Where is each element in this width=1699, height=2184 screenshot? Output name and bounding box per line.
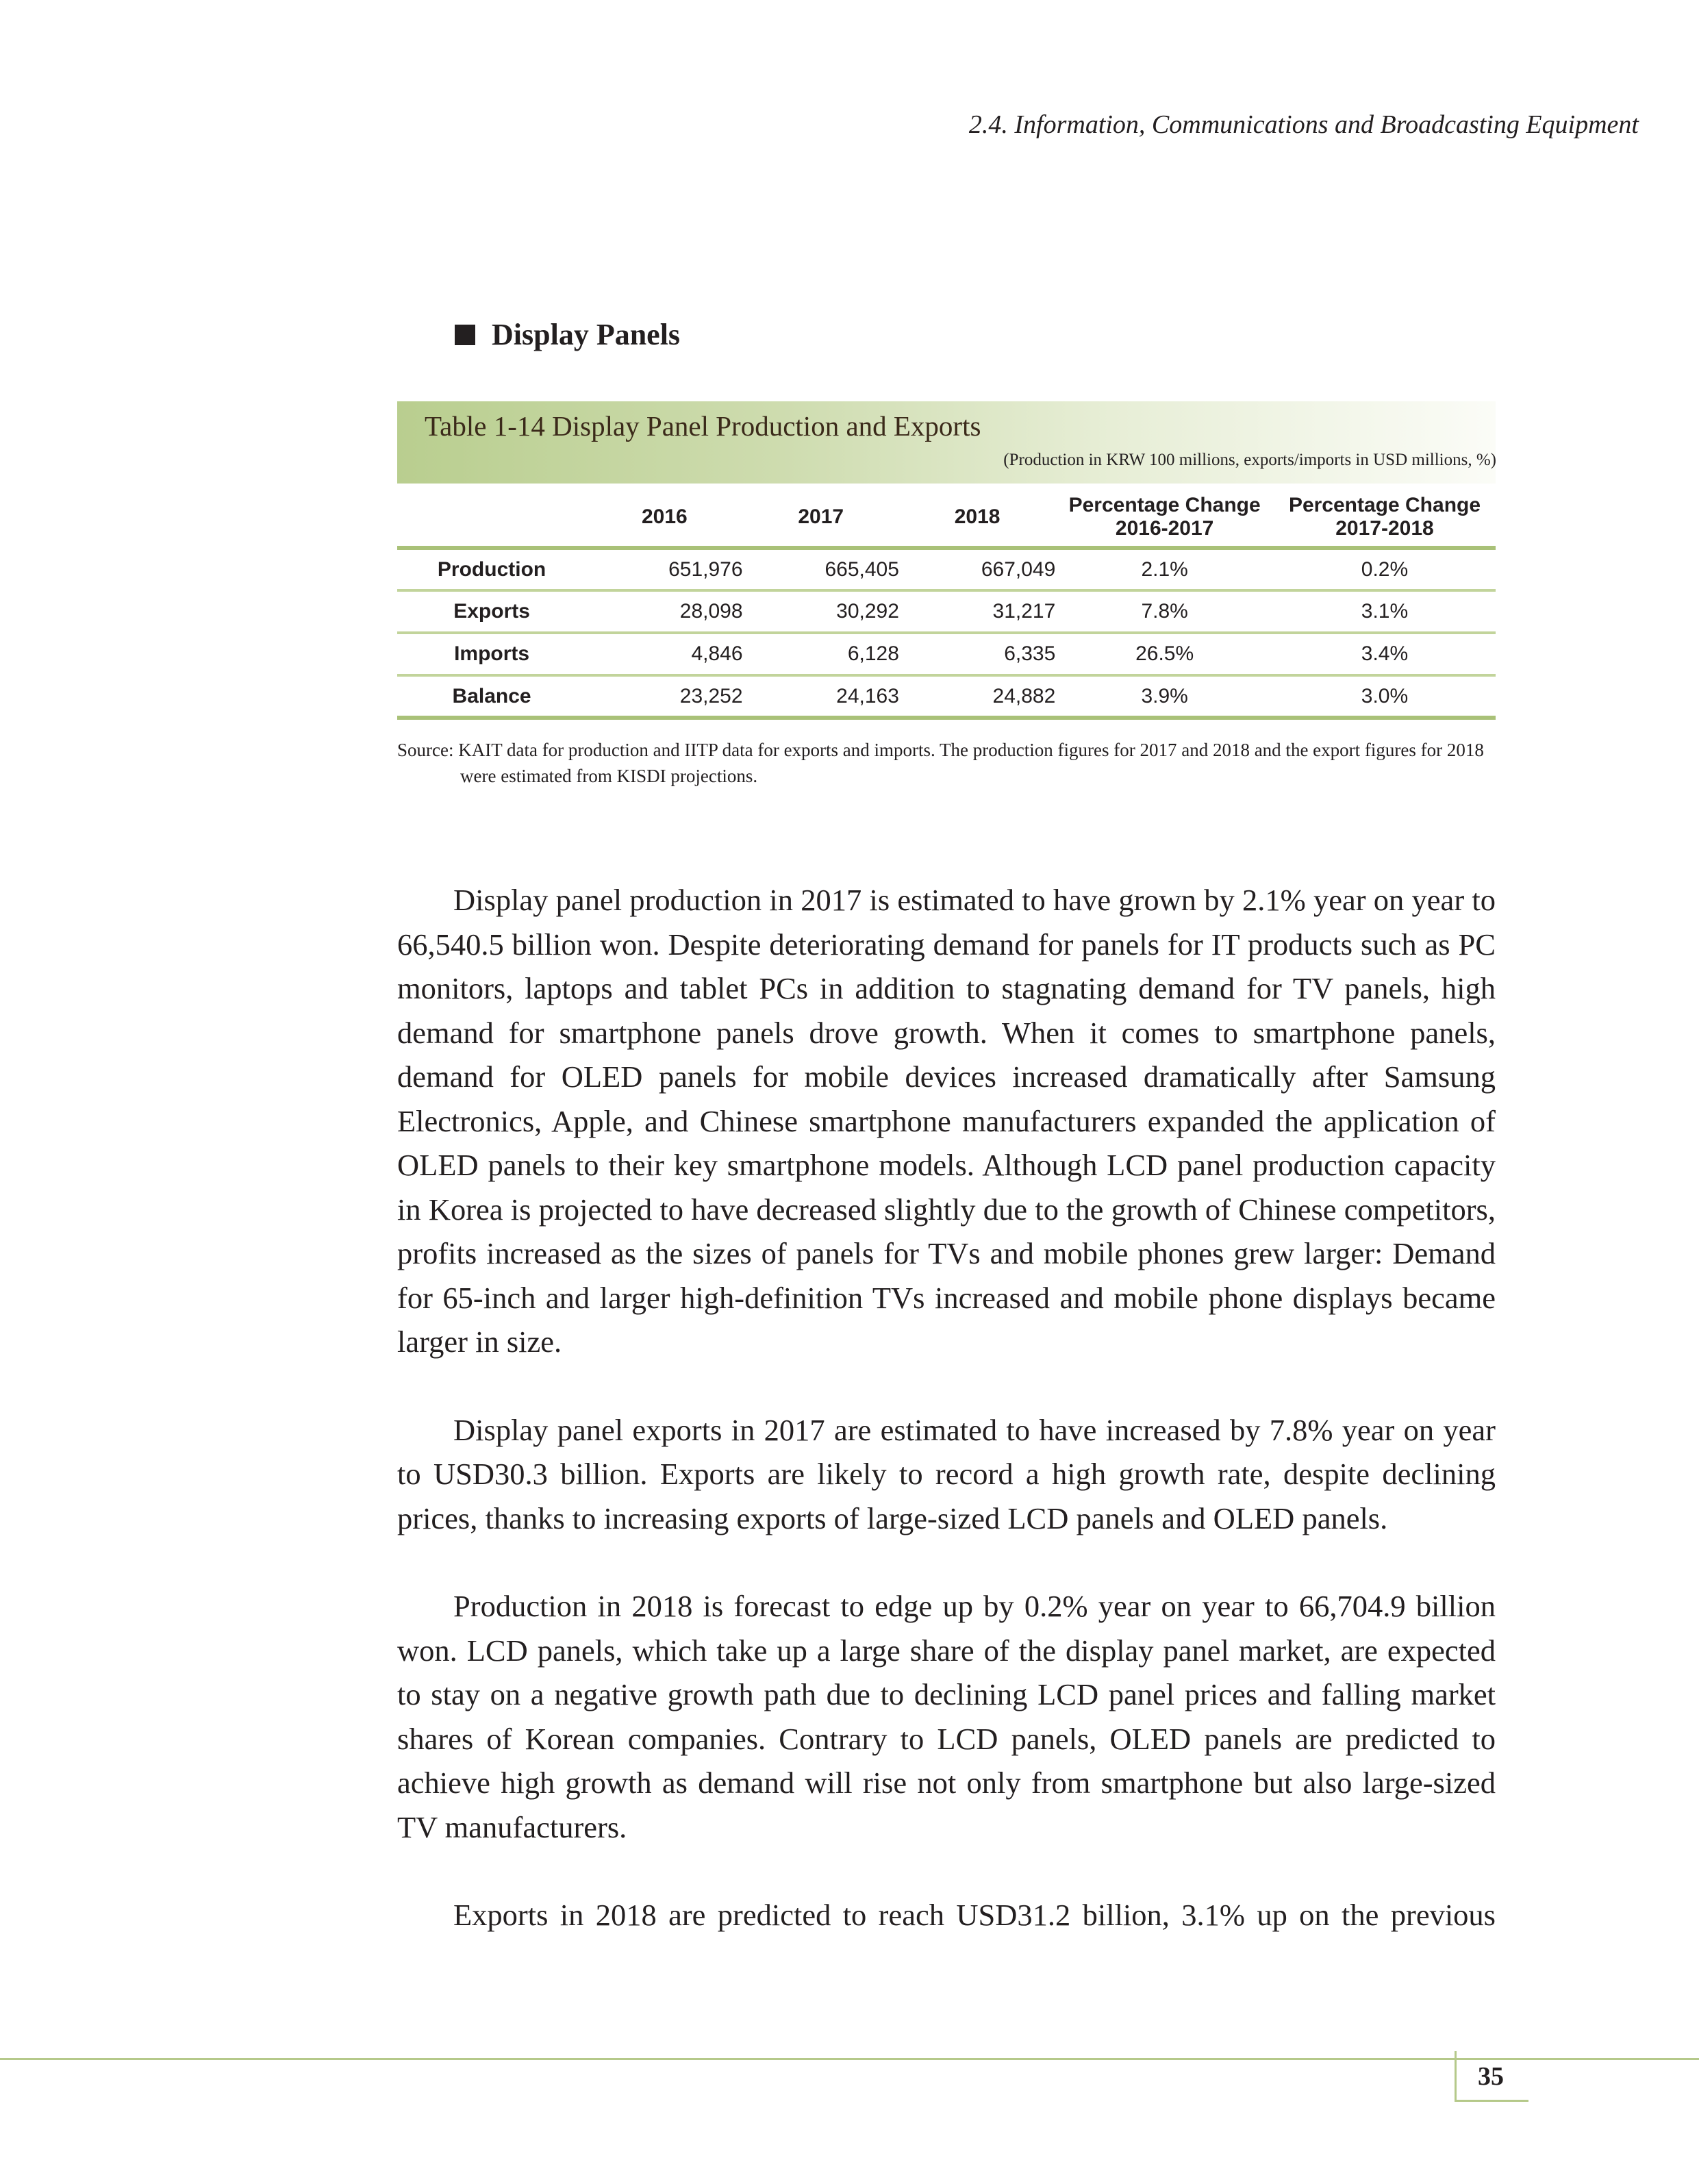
table-row-exports [397,590,1496,633]
cell-pct-2016-2017: 2.1% [1141,557,1188,581]
table-unit-note: (Production in KRW 100 millions, exports/imports in USD millions, %) [1003,451,1496,469]
data-table [397,488,1496,720]
header-pct-line2: 2017-2018 [1335,516,1434,540]
cell-pct-2016-2017: 26.5% [1135,642,1194,665]
row-label: Production [437,557,546,581]
header-pct-line2: 2016-2017 [1115,516,1214,540]
cell-pct-2016-2017: 7.8% [1141,600,1188,623]
section-title: Display Panels [492,318,681,351]
table-row-imports [397,633,1496,675]
body-paragraph: Production in 2018 is forecast to edge up by 0.2% year on year to 66,704.9 billion won. LCD panels, which take up a large share of the display panel market, are expected to stay on a negative growth path due to declining LCD panel prices and falling market shares of Korean companies. Contrary to LCD panels, OLED panels are predicted to achieve high growth as demand will rise not only from smartphone but also large-sized TV manufacturers. [397,1589,1496,1844]
body-paragraph: Display panel production in 2017 is estimated to have grown by 2.1% year on year to 66,540.5 billion won. Despite deteriorating demand for panels for IT products such as PC monitors, laptops and tablet PCs in addition to stagnating demand for TV panels, high demand for smartphone panels drove growth. When it comes to smartphone panels, demand for OLED panels for mobile devices increased dramatically after Samsung Electronics, Apple, and Chinese smartphone manufacturers expanded the application of OLED panels to their key smartphone models. Although LCD panel production capacity in Korea is projected to have decreased slightly due to the growth of Chinese competitors, profits increased as the sizes of panels for TVs and mobile phones grew larger: Demand for 65-inch and larger high-definition TVs increased and mobile phone displays became larger in size. [397,883,1496,1359]
cell-2017: 30,292 [836,600,899,623]
body-text [397,878,1496,1937]
header-2018: 2018 [954,505,1000,528]
cell-2017: 24,163 [836,684,899,707]
table-row-balance [397,675,1496,718]
cell-2016: 4,846 [691,642,743,665]
body-paragraph: Exports in 2018 are predicted to reach USD31.2 billion, 3.1% up on the previous [453,1898,1496,1932]
cell-2018: 6,335 [1004,642,1056,665]
header-2016: 2016 [641,505,688,528]
cell-pct-2017-2018: 0.2% [1361,557,1409,581]
body-paragraph: Display panel exports in 2017 are estimated to have increased by 7.8% year on year to USD30.3 billion. Exports are likely to record a high growth rate, despite declining prices, thanks to increasing exports of large-sized LCD panels and OLED panels. [397,1412,1496,1535]
cell-pct-2017-2018: 3.1% [1361,600,1409,623]
table-source-note: Source: KAIT data for production and IITP data for exports and imports. The production figures for 2017 and 2018 and the export figures for 2018 were estimated from KISDI projections. [397,740,1484,786]
row-label: Exports [453,600,530,623]
header-pct-2016-2017 [1055,488,1274,548]
cell-pct-2017-2018: 3.4% [1361,642,1409,665]
cell-pct-2017-2018: 3.0% [1361,684,1409,707]
header-pct-line1: Percentage Change [1068,493,1261,516]
cell-2016: 651,976 [668,557,743,581]
cell-2017: 665,405 [825,557,899,581]
row-label: Balance [452,684,531,707]
page-number: 35 [1478,2062,1504,2091]
footer-rule [0,2058,1699,2060]
header-2017: 2017 [798,505,844,528]
cell-2018: 24,882 [992,684,1056,707]
table-row-production [397,548,1496,590]
running-head: 2.4. Information, Communications and Broadcasting Equipment [968,110,1639,139]
table-header-row [397,488,1496,548]
header-blank [397,488,586,548]
cell-2016: 28,098 [679,600,743,623]
header-pct-2017-2018 [1274,488,1496,548]
section-heading [455,317,680,352]
row-label: Imports [454,642,530,665]
header-pct-line1: Percentage Change [1288,493,1481,516]
cell-2018: 667,049 [981,557,1056,581]
cell-2016: 23,252 [679,684,743,707]
cell-pct-2016-2017: 3.9% [1141,684,1188,707]
cell-2017: 6,128 [847,642,899,665]
table-caption: Table 1-14 Display Panel Production and Exports [425,410,981,442]
cell-2018: 31,217 [992,600,1056,623]
square-bullet-icon [455,325,475,345]
